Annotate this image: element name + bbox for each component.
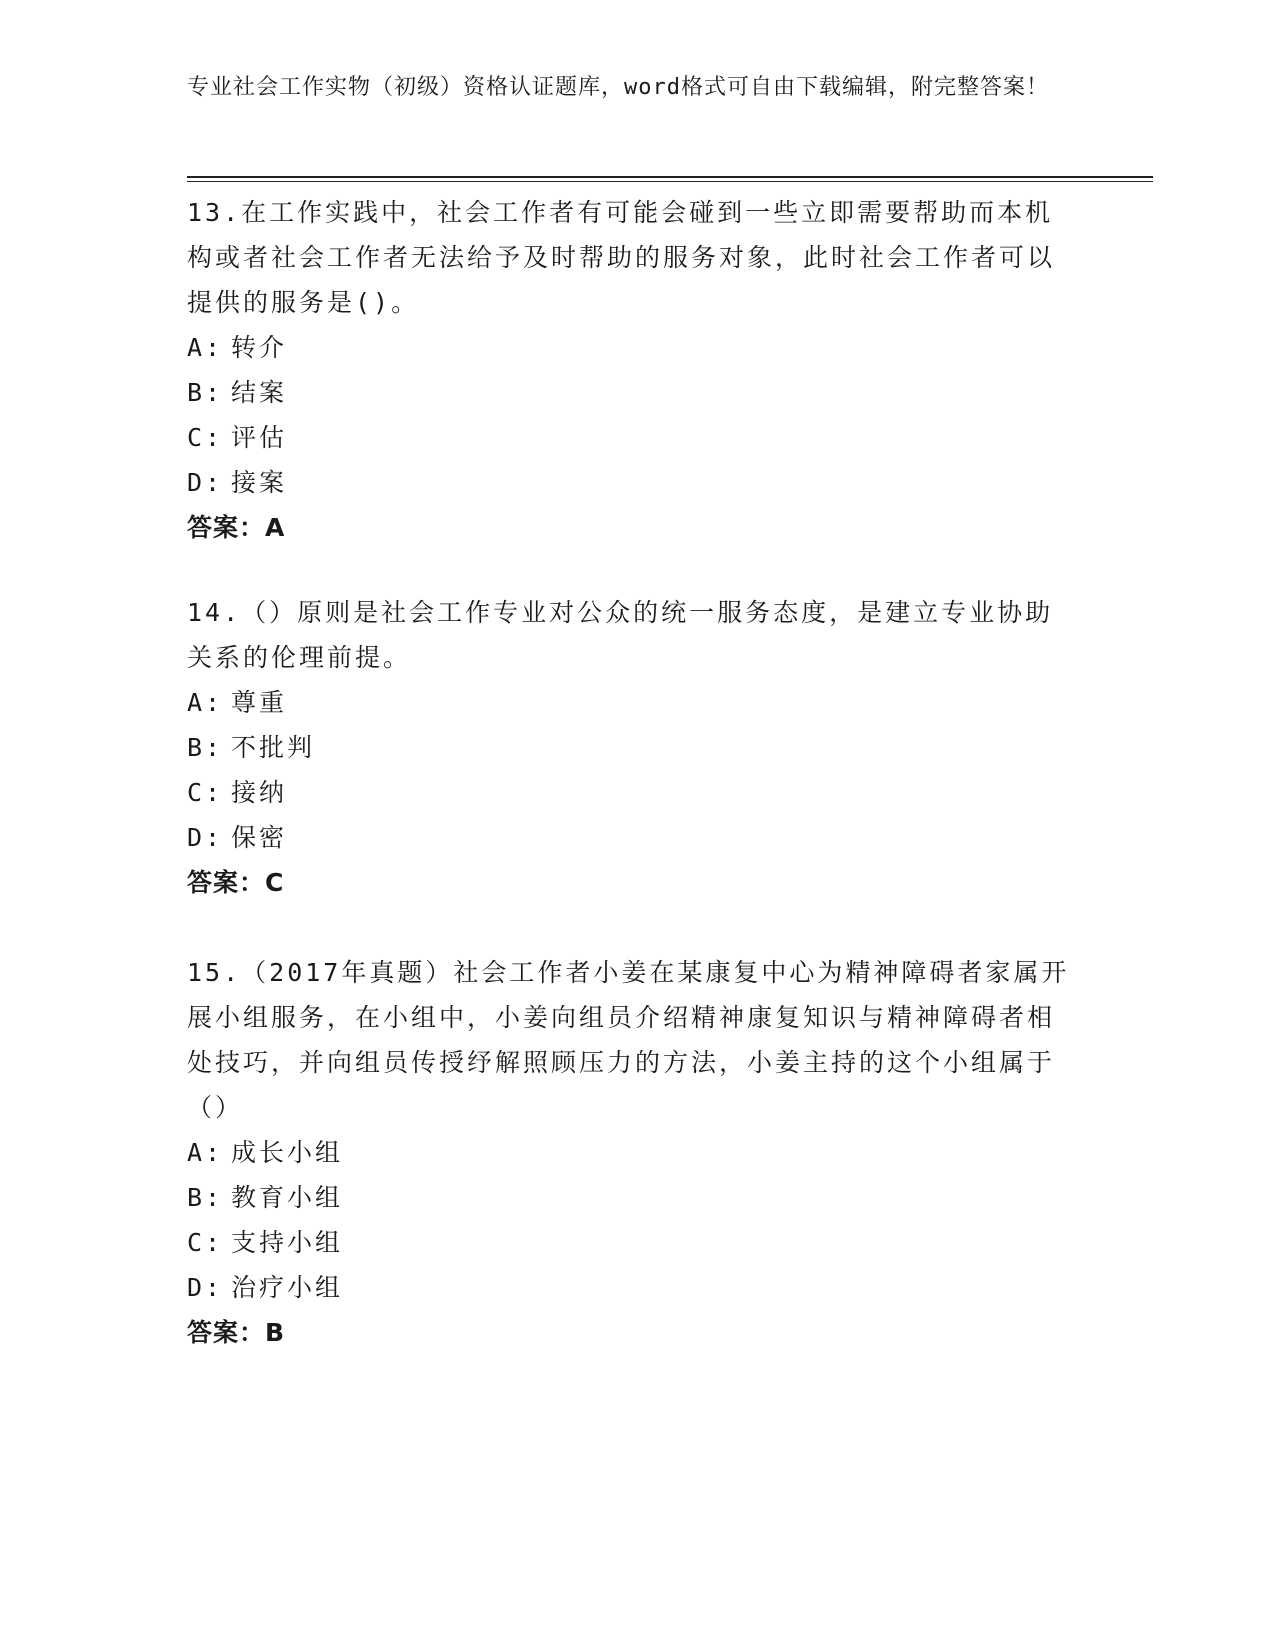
option-c	[187, 770, 1077, 815]
option-text: 保密	[231, 823, 288, 852]
document-header: 专业社会工作实物（初级）资格认证题库，word格式可自由下载编辑，附完整答案！	[187, 75, 1049, 100]
option-text: 支持小组	[231, 1228, 344, 1257]
question-stem: 13.在工作实践中，社会工作者有可能会碰到一些立即需要帮助而本机构或者社会工作者无法给予及时帮助的服务对象，此时社会工作者可以提供的服务是()。	[187, 198, 1056, 317]
option-text: 尊重	[231, 688, 288, 717]
option-letter: B:	[187, 378, 224, 407]
option-d	[187, 1265, 1077, 1310]
option-b	[187, 370, 1077, 415]
option-text: 接纳	[231, 778, 288, 807]
option-a	[187, 1130, 1077, 1175]
option-d	[187, 815, 1077, 860]
question-15	[187, 950, 1077, 1355]
option-letter: A:	[187, 1138, 224, 1167]
answer-line: 答案：C	[187, 868, 285, 897]
question-stem: 15.（2017年真题）社会工作者小姜在某康复中心为精神障碍者家属开展小组服务，在小组中，小姜向组员介绍精神康复知识与精神障碍者相处技巧，并向组员传授纾解照顾压力的方法，小姜主持的这个小组属于（）	[187, 958, 1070, 1122]
option-b	[187, 725, 1077, 770]
option-letter: D:	[187, 468, 224, 497]
option-letter: C:	[187, 423, 224, 452]
option-a	[187, 325, 1077, 370]
option-text: 结案	[231, 378, 288, 407]
option-d	[187, 460, 1077, 505]
answer-line: 答案：A	[187, 513, 286, 542]
option-text: 治疗小组	[231, 1273, 344, 1302]
option-letter: B:	[187, 733, 224, 762]
option-letter: D:	[187, 823, 224, 852]
option-c	[187, 1220, 1077, 1265]
option-b	[187, 1175, 1077, 1220]
option-letter: A:	[187, 688, 224, 717]
option-text: 教育小组	[231, 1183, 344, 1212]
option-letter: A:	[187, 333, 224, 362]
question-14	[187, 590, 1077, 905]
header-divider	[187, 176, 1153, 182]
option-text: 评估	[231, 423, 288, 452]
option-text: 接案	[231, 468, 288, 497]
option-letter: C:	[187, 1228, 224, 1257]
option-letter: B:	[187, 1183, 224, 1212]
option-text: 转介	[231, 333, 288, 362]
option-text: 成长小组	[231, 1138, 344, 1167]
option-letter: C:	[187, 778, 224, 807]
question-stem: 14.（）原则是社会工作专业对公众的统一服务态度，是建立专业协助关系的伦理前提。	[187, 598, 1054, 672]
option-a	[187, 680, 1077, 725]
option-letter: D:	[187, 1273, 224, 1302]
answer-line: 答案：B	[187, 1318, 286, 1347]
option-text: 不批判	[231, 733, 316, 762]
option-c	[187, 415, 1077, 460]
question-13	[187, 190, 1077, 550]
